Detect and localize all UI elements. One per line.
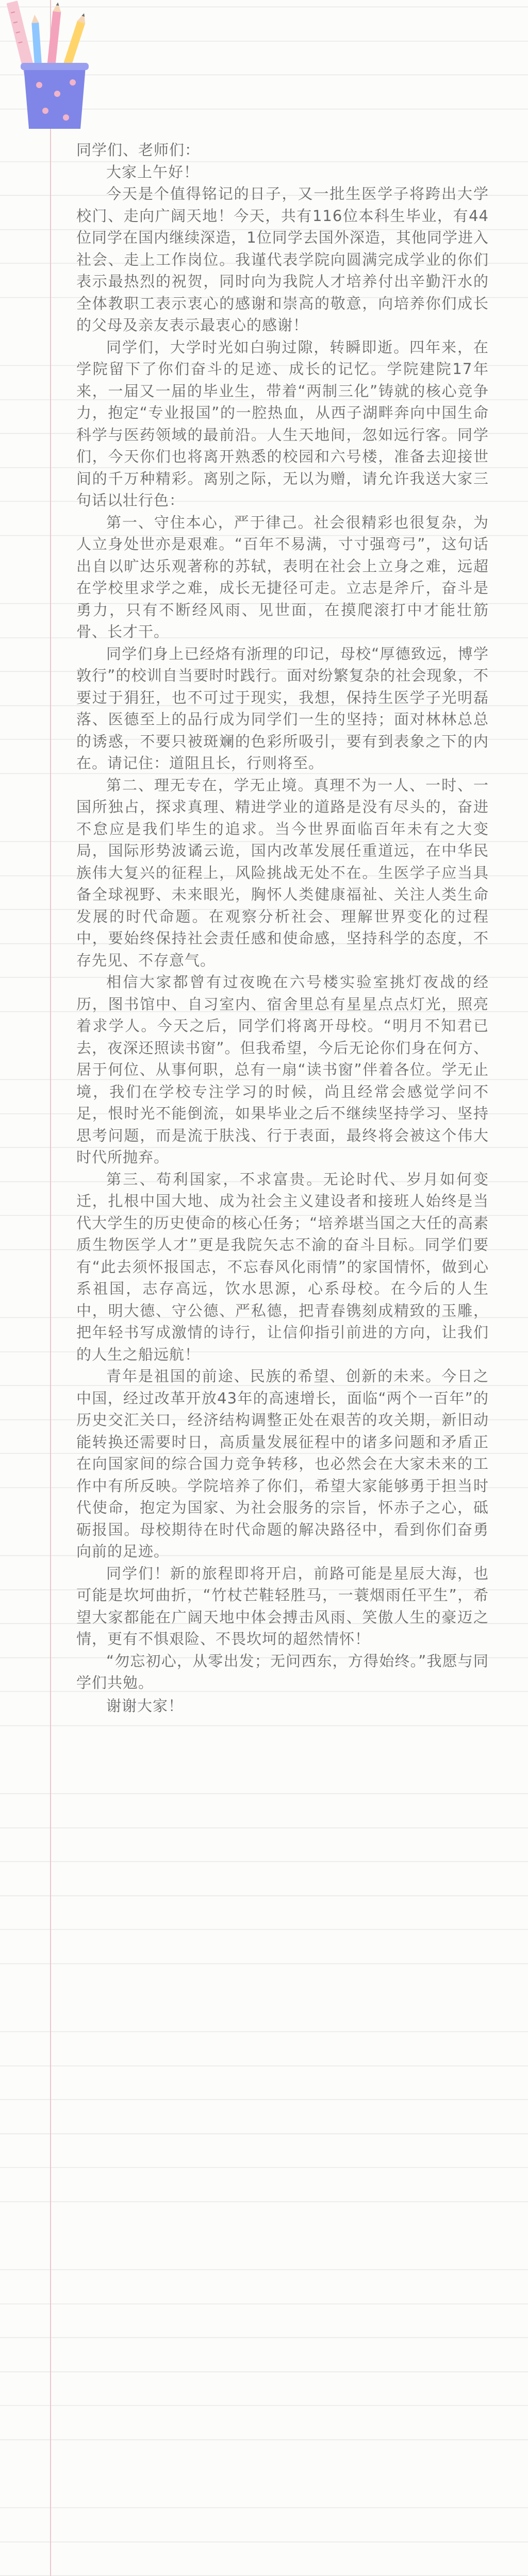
speech-salutation: 同学们、老师们： (76, 141, 201, 159)
speech-body (76, 139, 489, 1717)
speech-paragraph: 同学们！新的旅程即将开启，前路可能是星辰大海，也可能是坎坷曲折，“竹杖芒鞋轻胜马，一蓑烟雨任平生”，希望大家都能在广阔天地中体会搏击风雨、笑傲人生的豪迈之情，更有不惧艰险、不畏坎坷的超然情怀！ (76, 1564, 489, 1648)
speech-closing: 谢谢大家！ (106, 1697, 184, 1715)
margin-line (50, 0, 51, 2576)
speech-paragraph: 今天是个值得铭记的日子，又一批生医学子将跨出大学校门、走向广阔天地！今天，共有116位本科生毕业，有44位同学在国内继续深造，1位同学去国外深造，其他同学进入社会、走上工作岗位。我谨代表学院向圆满完成学业的你们表示最热烈的祝贺，同时向为我院人才培养付出辛勤汗水的全体教职工表示衷心的感谢和崇高的敬意，向培养你们成长的父母及亲友表示最衷心的感谢！ (76, 185, 489, 334)
speech-paragraph: 第二、理无专在，学无止境。真理不为一人、一时、一国所独占，探求真理、精进学业的道路是没有尽头的，奋进不怠应是我们毕生的追求。当今世界面临百年未有之大变局，国际形势波谲云诡，国内改革发展任重道远，在中华民族伟大复兴的征程上，风险挑战无处不在。生医学子应当具备全球视野、未来眼光，胸怀人类健康福祉、关注人类生命发展的时代命题。在观察分析社会、理解世界变化的过程中，要始终保持社会责任感和使命感，坚持科学的态度，不存先见、不存意气。 (76, 776, 489, 969)
speech-paragraph: 青年是祖国的前途、民族的希望、创新的未来。今日之中国，经过改革开放43年的高速增长，面临“两个一百年”的历史交汇关口，经济结构调整正处在艰苦的攻关期，新旧动能转换还需要时日，高质量发展征程中的诸多问题和矛盾正在向国家间的综合国力竞争转移，也必然会在大家未来的工作中有所反映。学院培养了你们，希望大家能够勇于担当时代使命，抱定为国家、为社会服务的宗旨，怀赤子之心，砥砺报国。母校期待在时代命题的解决路径中，看到你们奋勇向前的足迹。 (76, 1367, 489, 1560)
speech-paragraph: 第一、守住本心，严于律己。社会很精彩也很复杂，为人立身处世亦是艰难。“百年不易满，寸寸强弯弓”，这句话出自以旷达乐观著称的苏轼，表明在社会上立身之难，远超在学校里求学之难，成长无捷径可走。立志是斧斤，奋斗是勇力，只有不断经风雨、见世面，在摸爬滚打中才能壮筋骨、长才干。 (76, 513, 489, 640)
speech-paragraph: 相信大家都曾有过夜晚在六号楼实验室挑灯夜战的经历，图书馆中、自习室内、宿舍里总有星星点点灯光，照亮着求学人。今天之后，同学们将离开母校。“明月不知君已去，夜深还照读书窗”。但我希望，今后无论你们身在何方、居于何位、从事何职，总有一扇“读书窗”伴着各位。学无止境，我们在学校专注学习的时候，尚且经常会感觉学问不足，恨时光不能倒流，如果毕业之后不继续坚持学习、坚持思考问题，而是流于肤浅、行于表面，最终将会被这个伟大时代所抛弃。 (76, 973, 489, 1166)
speech-paragraph: 同学们，大学时光如白驹过隙，转瞬即逝。四年来，在学院留下了你们奋斗的足迹、成长的记忆。学院建院17年来，一届又一届的毕业生，带着“两制三化”铸就的核心竞争力，抱定“专业报国”的一腔热血，从西子湖畔奔向中国生命科学与医药领域的最前沿。人生天地间，忽如远行客。同学们，今天你们也将离开熟悉的校园和六号楼，准备去迎接世间的千万种精彩。离别之际，无以为赠，请允许我送大家三句话以壮行色： (76, 338, 489, 509)
speech-paragraph: 第三、苟利国家，不求富贵。无论时代、岁月如何变迁，扎根中国大地、成为社会主义建设者和接班人始终是当代大学生的历史使命的核心任务；“培养堪当国之大任的高素质生物医学人才”更是我院矢志不渝的奋斗目标。同学们要有“此去须怀报国志，不忘春风化雨情”的家国情怀，做到心系祖国，志存高远，饮水思源，心系母校。在今后的人生中，明大德、守公德、严私德，把青春镌刻成精致的玉雕，把年轻书写成激情的诗行，让信仰指引前进的方向，让我们的人生之船远航！ (76, 1170, 489, 1363)
speech-paragraph: 同学们身上已经烙有浙理的印记，母校“厚德致远，博学敦行”的校训自当要时时践行。面对纷繁复杂的社会现象，不要过于狷狂，也不可过于现实，我想，保持生医学子光明磊落、医德至上的品行成为同学们一生的坚持；面对林林总总的诱惑，不要只被斑斓的色彩所吸引，要有到表象之下的内在。请记住：道阻且长，行则将至。 (76, 645, 489, 772)
speech-greeting: 大家上午好！ (106, 163, 200, 181)
pencil-cup-icon (3, 0, 106, 131)
speech-paragraph: “勿忘初心，从零出发；无问西东，方得始终。”我愿与同学们共勉。 (76, 1652, 489, 1691)
